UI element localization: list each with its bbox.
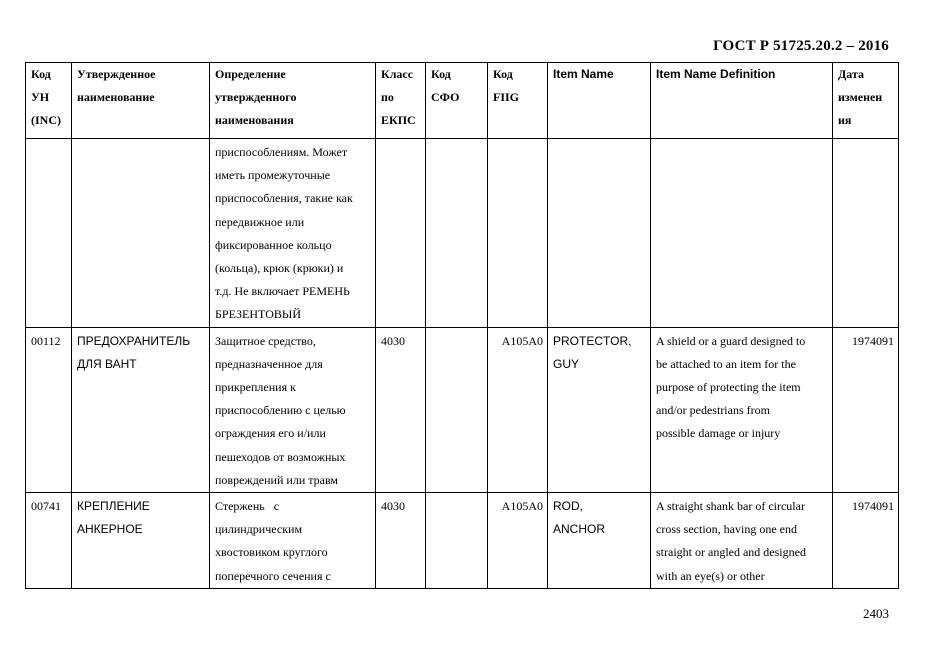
col-header-class: Класс по ЕКПС bbox=[376, 63, 426, 139]
cell-name: КРЕПЛЕНИЕ АНКЕРНОЕ bbox=[72, 493, 210, 589]
cell-class bbox=[376, 139, 426, 328]
col-header-inc-code: Код УН (INC) bbox=[26, 63, 72, 139]
col-header-fiig-code: Код FIIG bbox=[488, 63, 548, 139]
cell-code bbox=[26, 139, 72, 328]
cell-name bbox=[72, 139, 210, 328]
cell-code: 00112 bbox=[26, 327, 72, 492]
col-header-change-date: Дата изменен ия bbox=[833, 63, 899, 139]
col-header-sfo-code: Код СФО bbox=[426, 63, 488, 139]
cell-sfo bbox=[426, 139, 488, 328]
cell-item-definition: A shield or a guard designed to be attached to an item for the purpose of protecting the item and/or pedestrians from possible damage or injury bbox=[651, 327, 833, 492]
table-row bbox=[26, 327, 899, 492]
cell-fiig: A105A0 bbox=[488, 493, 548, 589]
col-header-definition: Определение утвержденного наименования bbox=[210, 63, 376, 139]
cell-class: 4030 bbox=[376, 327, 426, 492]
cell-date: 1974091 bbox=[833, 327, 899, 492]
cell-item-name: PROTECTOR, GUY bbox=[548, 327, 651, 492]
cell-definition: Стержень с цилиндрическим хвостовиком круглого поперечного сечения с bbox=[210, 493, 376, 589]
cell-code: 00741 bbox=[26, 493, 72, 589]
cell-date bbox=[833, 139, 899, 328]
col-header-approved-name: Утвержденное наименование bbox=[72, 63, 210, 139]
cell-item-definition bbox=[651, 139, 833, 328]
cell-item-name: ROD, ANCHOR bbox=[548, 493, 651, 589]
cell-sfo bbox=[426, 327, 488, 492]
table-row bbox=[26, 493, 899, 589]
cell-definition: приспособлениям. Может иметь промежуточные приспособления, такие как передвижное или фиксированное кольцо (кольца), крюк (крюки) и т.д. Не включает РЕМЕНЬ БРЕЗЕНТОВЫЙ bbox=[210, 139, 376, 328]
cell-item-definition: A straight shank bar of circular cross section, having one end straight or angled and designed with an eye(s) or other bbox=[651, 493, 833, 589]
table-row bbox=[26, 139, 899, 328]
cell-fiig bbox=[488, 139, 548, 328]
col-header-item-name: Item Name bbox=[548, 63, 651, 139]
document-header: ГОСТ Р 51725.20.2 – 2016 bbox=[713, 38, 889, 54]
page-number: 2403 bbox=[863, 606, 889, 621]
header-row bbox=[26, 63, 899, 139]
col-header-item-name-definition: Item Name Definition bbox=[651, 63, 833, 139]
cell-sfo bbox=[426, 493, 488, 589]
cell-name: ПРЕДОХРАНИТЕЛЬ ДЛЯ ВАНТ bbox=[72, 327, 210, 492]
cell-definition: Защитное средство, предназначенное для прикрепления к приспособлению с целью ограждения его и/или пешеходов от возможных повреждений или травм bbox=[210, 327, 376, 492]
cell-class: 4030 bbox=[376, 493, 426, 589]
cell-date: 1974091 bbox=[833, 493, 899, 589]
classification-table bbox=[25, 62, 899, 589]
cell-item-name bbox=[548, 139, 651, 328]
cell-fiig: A105A0 bbox=[488, 327, 548, 492]
